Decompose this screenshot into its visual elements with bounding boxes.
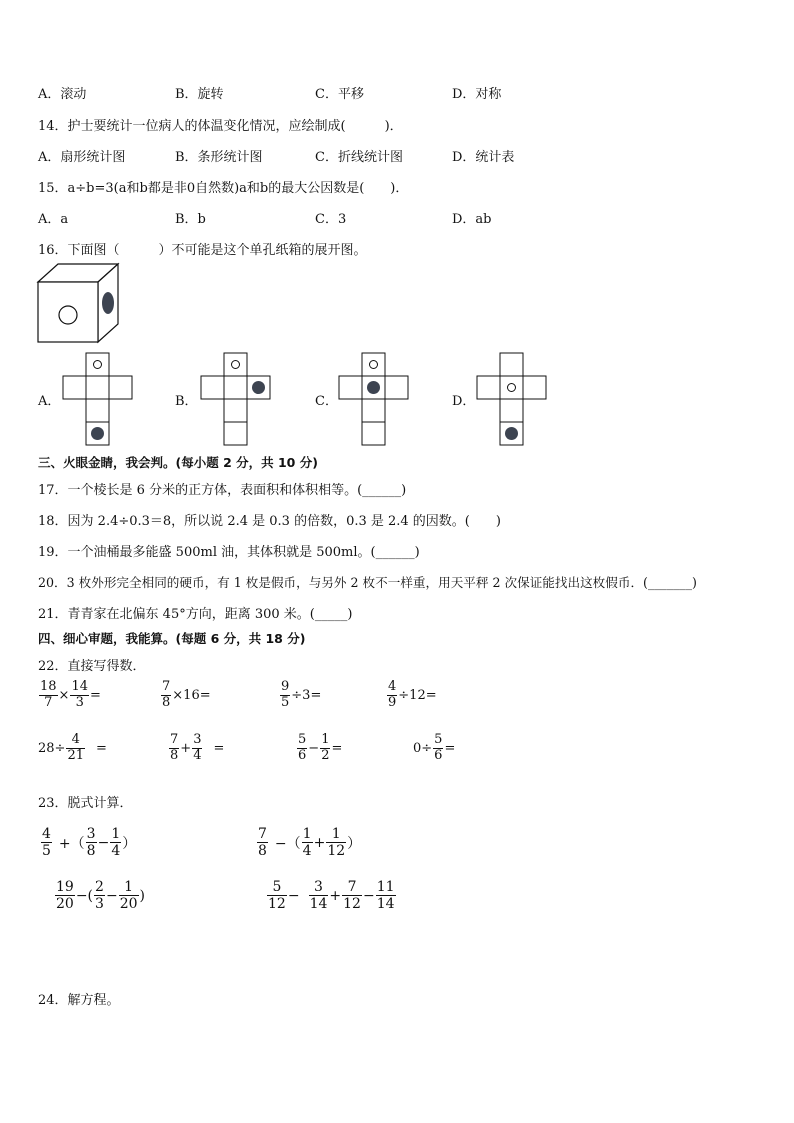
q14-option-c: C．折线统计图 (315, 150, 403, 165)
q22-expr-6: $\frac{7}{8}$ + $\frac{3}{4}$ = (170, 732, 225, 763)
q16-option-a: A． (38, 394, 61, 409)
q15-option-b: B．b (175, 212, 206, 227)
q16-option-c: C． (315, 394, 338, 409)
q15-option-d: D．ab (452, 212, 492, 227)
q23-expr-3: $\frac{19}{20}$ −( $\frac{2}{3}$ − $\frac{1}{20}$ ) (56, 879, 145, 913)
q24-stem: 24．解方程。 (38, 993, 120, 1008)
side-dot (102, 292, 114, 314)
q14-option-b: B．条形统计图 (175, 150, 263, 165)
q22-expr-2: $\frac{7}{8}$ ×16= (162, 679, 211, 710)
q16-option-b: B． (175, 394, 198, 409)
section3-title: 三、火眼金睛，我会判。(每小题 2 分，共 10 分) (38, 455, 318, 470)
q22-expr-3: $\frac{9}{5}$ ÷3= (281, 679, 322, 710)
net-b (200, 352, 272, 446)
q13-option-d: D．对称 (452, 87, 502, 102)
q22-expr-1: $\frac{18}{7}$ × $\frac{14}{3}$ = (40, 679, 101, 710)
hole-circle (59, 306, 77, 324)
section4-title: 四、细心审题，我能算。(每题 6 分，共 18 分) (38, 631, 306, 646)
q15-option-a: A．a (38, 212, 69, 227)
net-d (476, 352, 548, 446)
q15-stem: 15．a÷b=3(a和b都是非0自然数)a和b的最大公因数是( )． (38, 181, 409, 196)
q23-expr-2: $\frac{7}{8}$ −（ $\frac{1}{4}$ + $\frac{1}{12}$ ） (258, 826, 362, 860)
q23-expr-1: $\frac{4}{5}$ +（ $\frac{3}{8}$ − $\frac{1}{4}$ ） (42, 826, 137, 860)
q19: 19．一个油桶最多能盛 500ml 油，其体积就是 500ml。(______) (38, 545, 420, 560)
q14-option-d: D．统计表 (452, 150, 515, 165)
cube-figure (36, 262, 122, 346)
net-a (62, 352, 134, 446)
q23-stem: 23．脱式计算． (38, 796, 133, 811)
q16-option-d: D． (452, 394, 476, 409)
q20: 20．3 枚外形完全相同的硬币，有 1 枚是假币，与另外 2 枚不一样重，用天平秤 2 次保证能找出这枚假币．(_______) (38, 575, 697, 590)
q17: 17．一个棱长是 6 分米的正方体，表面积和体积相等。(______) (38, 483, 407, 498)
q16-stem: 16．下面图（ ）不可能是这个单孔纸箱的展开图。 (38, 243, 367, 258)
net-c (338, 352, 410, 446)
q13-option-c: C．平移 (315, 87, 364, 102)
q22-stem: 22．直接写得数． (38, 659, 146, 674)
q13-option-b: B．旋转 (175, 87, 224, 102)
q23-expr-4: $\frac{5}{12}$ − $\frac{3}{14}$ + $\frac{7}{12}$ − $\frac{11}{14}$ (268, 879, 395, 913)
q14-option-a: A．扇形统计图 (38, 150, 126, 165)
q22-expr-4: $\frac{4}{9}$ ÷12= (388, 679, 437, 710)
q21: 21．青青家在北偏东 45°方向，距离 300 米。(_____) (38, 607, 353, 622)
q14-stem: 14．护士要统计一位病人的体温变化情况，应绘制成( )． (38, 119, 403, 134)
q15-option-c: C．3 (315, 212, 347, 227)
q22-expr-8: 0÷ $\frac{5}{6}$ = (413, 732, 456, 763)
q18: 18．因为 2.4÷0.3＝8，所以说 2.4 是 0.3 的倍数，0.3 是 2.4 的因数。( ) (38, 514, 501, 529)
q22-expr-5: 28÷ $\frac{4}{21}$ = (38, 732, 107, 763)
q13-option-a: A．滚动 (38, 87, 87, 102)
q22-expr-7: $\frac{5}{6}$ − $\frac{1}{2}$ = (298, 732, 343, 763)
